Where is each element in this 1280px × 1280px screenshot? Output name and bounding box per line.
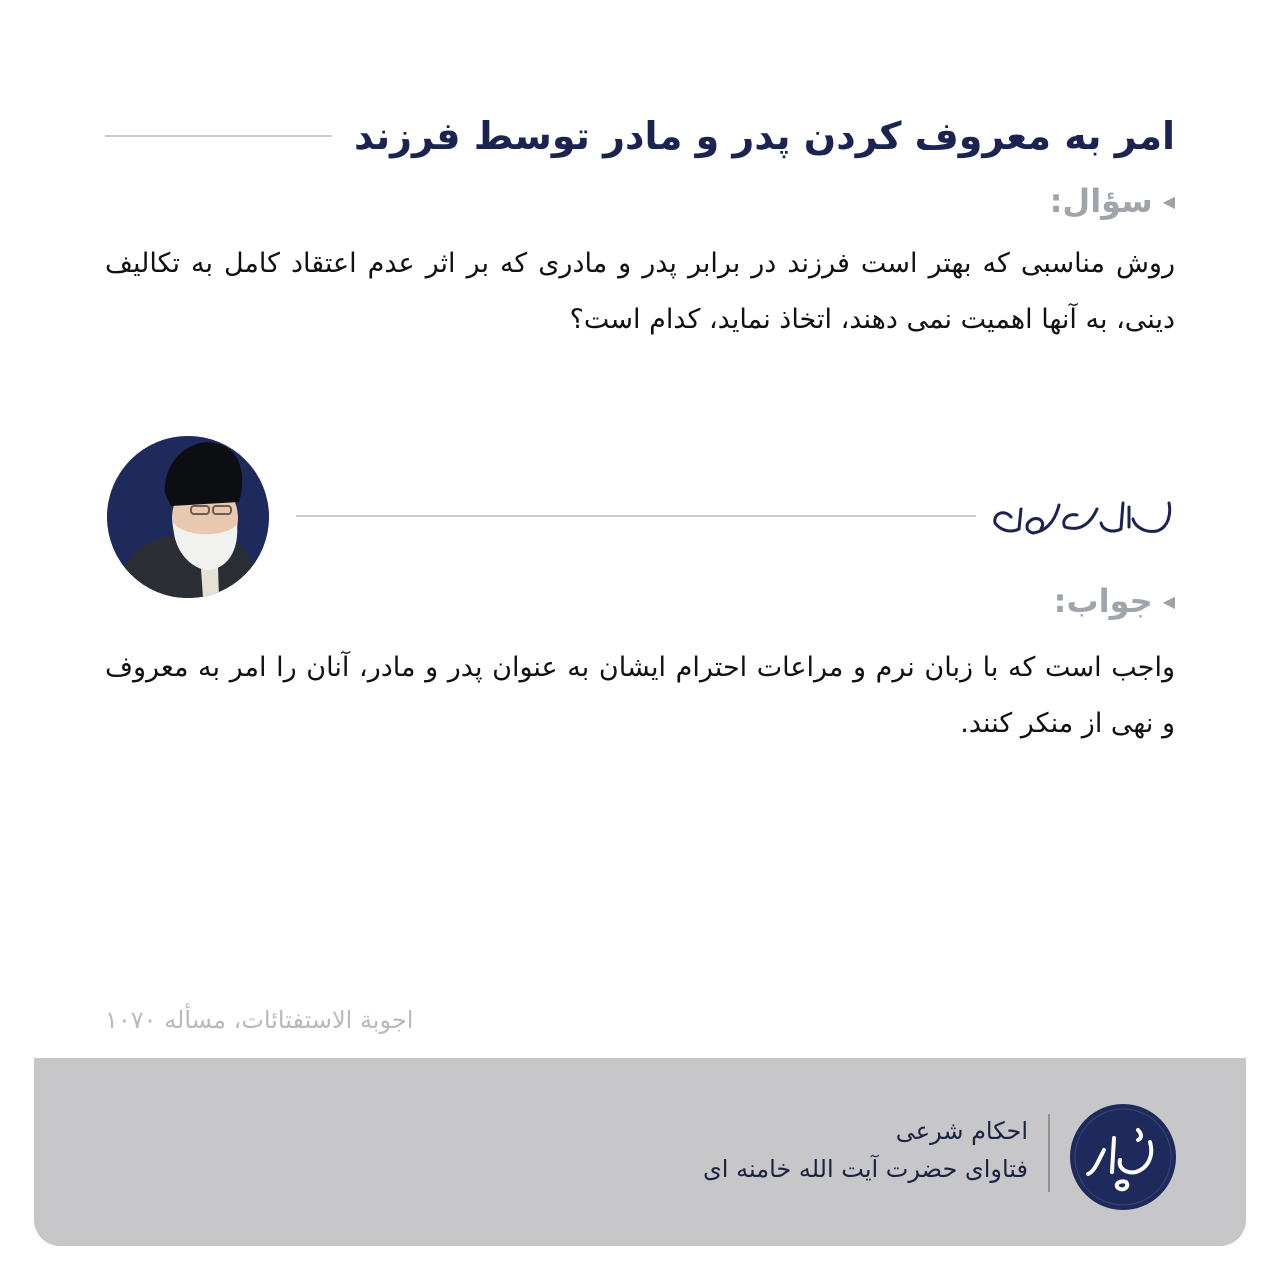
section-divider (296, 515, 976, 517)
logo (1068, 1102, 1178, 1212)
answer-label-text: جواب: (1053, 582, 1153, 620)
footer-text (703, 1112, 1028, 1188)
question-label-text: سؤال: (1049, 182, 1153, 220)
footer-line-1: احکام شرعی (895, 1117, 1028, 1145)
footer-separator (1048, 1114, 1050, 1192)
basmala-calligraphy (985, 487, 1175, 543)
triangle-left-icon: ◀ (1162, 591, 1175, 611)
page-title: امر به معروف کردن پدر و مادر توسط فرزند (353, 114, 1175, 158)
answer-text: واجب است که با زبان نرم و مراعات احترام ایشان به عنوان پدر و مادر، آنان را امر به معروف و نهی از منکر کنند. (105, 652, 1175, 739)
question-label (1050, 182, 1175, 220)
title-divider (105, 135, 332, 137)
triangle-left-icon: ◀ (1162, 191, 1175, 211)
footer-line-2: فتاوای حضرت آیت الله خامنه ای (703, 1155, 1028, 1183)
avatar (107, 436, 269, 598)
title-row (105, 105, 1175, 167)
portrait-image (107, 436, 269, 598)
question-text: روش مناسبی که بهتر است فرزند در برابر پدر و مادری که بر اثر عدم اعتقاد کامل به تکالیف دینی، به آنها اهمیت نمی دهند، اتخاذ نماید، کدام است؟ (105, 248, 1175, 335)
citation: اجوبة الاستفتائات، مسأله ۱۰۷۰ (105, 1006, 414, 1034)
svg-text:بسم الله الرحمن الرحیم: بسم الله الرحمن الرحیم (1080, 517, 1091, 518)
answer-label (1054, 582, 1175, 620)
footer (34, 1058, 1246, 1246)
